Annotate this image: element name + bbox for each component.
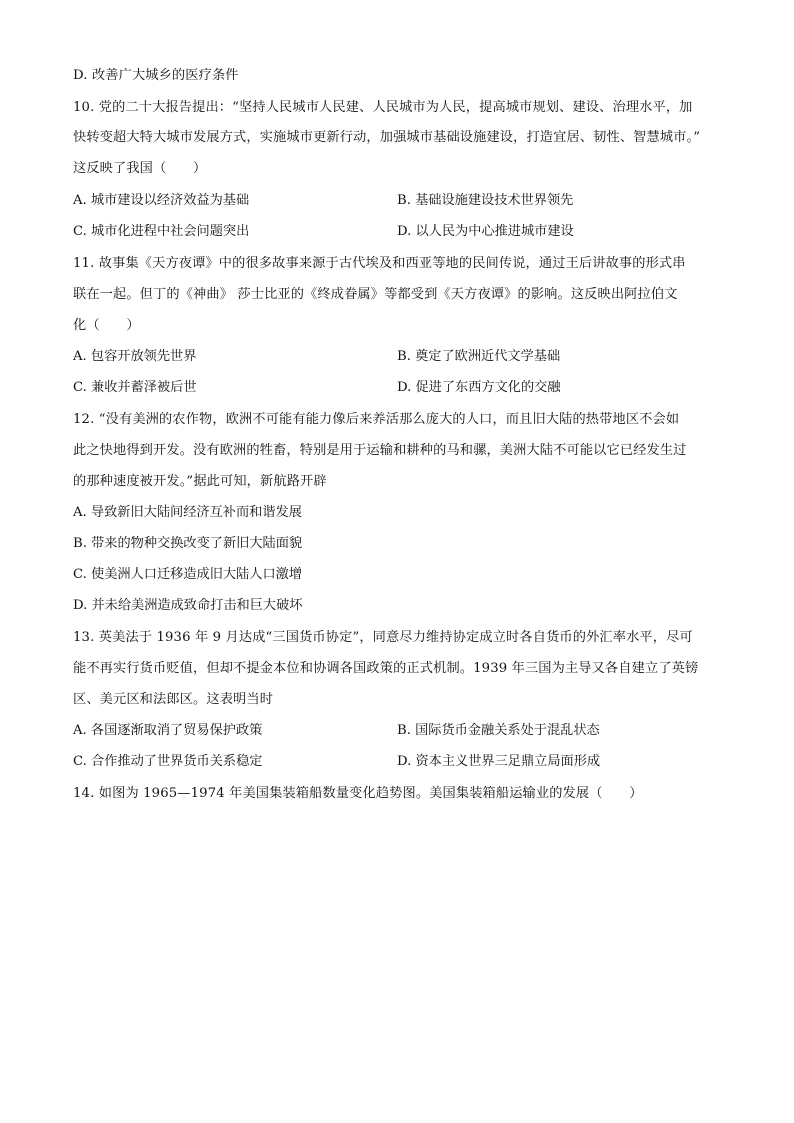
q13-option-d[interactable]: D. 资本主义世界三足鼎立局面形成: [397, 754, 601, 769]
q12-option-d[interactable]: D. 并未给美洲造成致命打击和巨大破坏: [73, 598, 303, 613]
q11-option-b[interactable]: B. 奠定了欧洲近代文学基础: [397, 349, 561, 364]
q13-stem-line-3: 区、美元区和法郎区。这表明当时: [73, 692, 274, 707]
q13-stem-line-2: 能不再实行货币贬值，但却不提金本位和协调各国政策的正式机制。1939 年三国为主导又各自建立了英镑: [73, 661, 699, 676]
q12-option-a[interactable]: A. 导致新旧大陆间经济互补而和谐发展: [73, 505, 302, 520]
q10-option-a[interactable]: A. 城市建设以经济效益为基础: [73, 193, 250, 208]
q12-option-b[interactable]: B. 带来的物种交换改变了新旧大陆面貌: [73, 536, 303, 551]
q12-stem-line-1: 12. “没有美洲的农作物，欧洲不可能有能力像后来养活那么庞大的人口，而且旧大陆的热带地区不会如: [73, 412, 680, 427]
q11-stem-line-2: 联在一起。但丁的《神曲》 莎士比亚的《终成眷属》等都受到《天方夜谭》的影响。这反映出阿拉伯文: [73, 287, 678, 302]
q10-stem-line-1: 10. 党的二十大报告提出：“坚持人民城市人民建、人民城市为人民，提高城市规划、建设、治理水平，加: [73, 100, 693, 115]
q12-stem-line-2: 此之快地得到开发。没有欧洲的牲畜，特别是用于运输和耕种的马和骡，美洲大陆不可能以它已经发生过: [73, 443, 687, 458]
q12-stem-line-3: 的那种速度被开发。”据此可知，新航路开辟: [73, 474, 327, 489]
q10-option-b[interactable]: B. 基础设施建设技术世界领先: [397, 193, 574, 208]
q10-stem-line-2: 快转变超大特大城市发展方式，实施城市更新行动，加强城市基础设施建设，打造宜居、韧性、智慧城市。”: [73, 130, 701, 145]
q9-option-d[interactable]: D. 改善广大城乡的医疗条件: [73, 68, 239, 83]
q12-option-c[interactable]: C. 使美洲人口迁移造成旧大陆人口激增: [73, 567, 303, 582]
q11-stem-line-1: 11. 故事集《天方夜谭》中的很多故事来源于古代埃及和西亚等地的民间传说，通过王后讲故事的形式串: [73, 256, 686, 271]
q13-option-a[interactable]: A. 各国逐渐取消了贸易保护政策: [73, 723, 263, 738]
q13-option-b[interactable]: B. 国际货币金融关系处于混乱状态: [397, 723, 600, 738]
q11-option-c[interactable]: C. 兼收并蓄泽被后世: [73, 380, 197, 395]
q10-stem-line-3: 这反映了我国（ ）: [73, 161, 207, 176]
q11-stem-line-3: 化（ ）: [73, 318, 140, 333]
q11-option-a[interactable]: A. 包容开放领先世界: [73, 349, 197, 364]
q13-stem-line-1: 13. 英美法于 1936 年 9 月达成“三国货币协定”，同意尽力维持协定成立时各自货币的外汇率水平，尽可: [73, 630, 693, 645]
q14-stem-line-1: 14. 如图为 1965—1974 年美国集装箱船数量变化趋势图。美国集装箱船运输业的发展（ ）: [73, 786, 643, 801]
q11-option-d[interactable]: D. 促进了东西方文化的交融: [397, 380, 561, 395]
q13-option-c[interactable]: C. 合作推动了世界货币关系稳定: [73, 754, 263, 769]
q10-option-d[interactable]: D. 以人民为中心推进城市建设: [397, 224, 574, 239]
q10-option-c[interactable]: C. 城市化进程中社会问题突出: [73, 224, 250, 239]
